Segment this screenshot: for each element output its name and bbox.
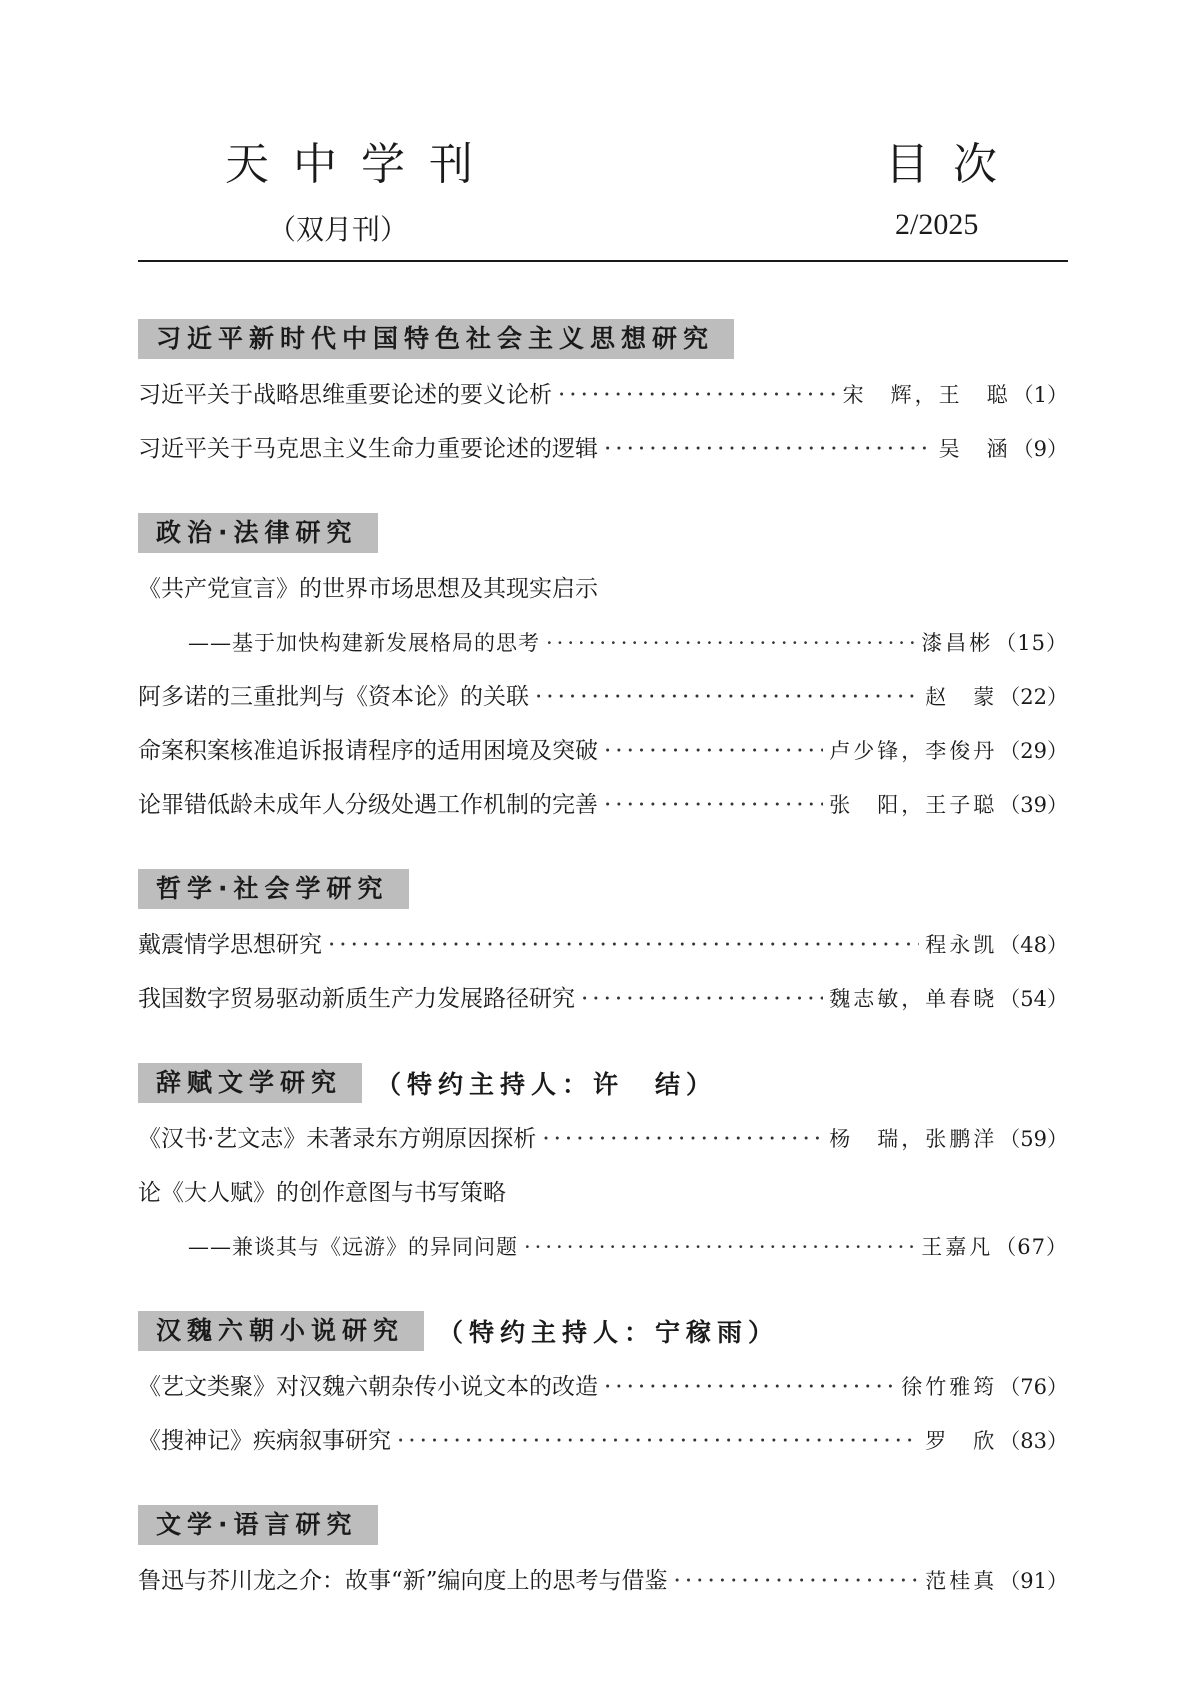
entry-title: 《艺文类聚》对汉魏六朝杂传小说文本的改造 — [138, 1374, 598, 1400]
toc-entry[interactable] — [138, 1112, 1068, 1166]
entry-author: 范桂真 — [925, 1569, 998, 1593]
toc-entry[interactable] — [138, 1220, 1068, 1274]
toc-entry[interactable] — [138, 1554, 1068, 1608]
entry-page: （54） — [999, 987, 1068, 1011]
dot-leader — [674, 1554, 920, 1608]
entry-title: 《共产党宣言》的世界市场思想及其现实启示 — [138, 576, 598, 602]
entry-page: （76） — [999, 1375, 1068, 1399]
section-heading — [138, 1062, 1068, 1104]
section-label: 哲学·社会学研究 — [138, 869, 409, 909]
header-divider — [138, 260, 1068, 262]
toc-section — [138, 512, 1068, 832]
entry-page: （9） — [1012, 437, 1068, 461]
toc-entry[interactable] — [138, 972, 1068, 1026]
section-heading — [138, 512, 1068, 554]
section-host: （特约主持人：许 结） — [376, 1070, 718, 1099]
toc-entry[interactable] — [138, 368, 1068, 422]
section-label: 辞赋文学研究 — [138, 1063, 362, 1103]
entry-author: 程永凯 — [925, 933, 998, 957]
page-header — [0, 0, 1199, 265]
section-label: 政治·法律研究 — [138, 513, 378, 553]
entry-title: 阿多诺的三重批判与《资本论》的关联 — [138, 684, 529, 710]
journal-title: 天中学刊 — [225, 139, 497, 190]
toc-section — [138, 1504, 1068, 1608]
section-heading — [138, 1310, 1068, 1352]
dot-leader — [542, 1112, 823, 1166]
entry-page: （29） — [999, 739, 1068, 763]
toc-title: 目次 — [885, 139, 1021, 190]
dot-leader — [546, 616, 915, 670]
entry-title: 习近平关于战略思维重要论述的要义论析 — [138, 382, 552, 408]
toc-entry[interactable] — [138, 1360, 1068, 1414]
toc-entry[interactable] — [138, 422, 1068, 476]
entry-title: 鲁迅与芥川龙之介：故事“新”编向度上的思考与借鉴 — [138, 1568, 668, 1594]
entry-author: 罗 欣 — [925, 1429, 998, 1453]
toc-entry[interactable] — [138, 724, 1068, 778]
toc-entry[interactable] — [138, 778, 1068, 832]
section-heading — [138, 868, 1068, 910]
dot-leader — [581, 972, 823, 1026]
entry-page: （59） — [999, 1127, 1068, 1151]
entry-page: （91） — [999, 1569, 1068, 1593]
dot-leader — [535, 670, 919, 724]
entry-page: （39） — [999, 793, 1068, 817]
entry-page: （22） — [999, 685, 1068, 709]
dot-leader — [524, 1220, 915, 1274]
toc-entry[interactable] — [138, 670, 1068, 724]
dot-leader — [397, 1414, 919, 1468]
toc-section — [138, 1062, 1068, 1274]
table-of-contents — [138, 318, 1068, 1644]
section-label: 汉魏六朝小说研究 — [138, 1311, 424, 1351]
entry-page: （15） — [995, 631, 1068, 655]
entry-page: （67） — [995, 1235, 1068, 1259]
section-label: 文学·语言研究 — [138, 1505, 378, 1545]
entry-author: 赵 蒙 — [925, 685, 998, 709]
entry-subtitle: ——基于加快构建新发展格局的思考 — [188, 631, 540, 655]
toc-entry[interactable] — [138, 616, 1068, 670]
entry-page: （1） — [1012, 383, 1068, 407]
entry-author: 张 阳，王子聪 — [829, 793, 998, 817]
issue-number: 2/2025 — [895, 208, 979, 241]
entry-title: 习近平关于马克思主义生命力重要论述的逻辑 — [138, 436, 598, 462]
entry-title: 论罪错低龄未成年人分级处遇工作机制的完善 — [138, 792, 598, 818]
entry-title: 命案积案核准追诉报请程序的适用困境及突破 — [138, 738, 598, 764]
entry-subtitle: ——兼谈其与《远游》的异同问题 — [188, 1235, 518, 1259]
toc-section — [138, 318, 1068, 476]
section-host: （特约主持人：宁稼雨） — [438, 1318, 780, 1347]
toc-entry-title-line[interactable] — [138, 1166, 1068, 1220]
section-heading — [138, 1504, 1068, 1546]
toc-entry-title-line[interactable] — [138, 562, 1068, 616]
entry-title: 戴震情学思想研究 — [138, 932, 322, 958]
entry-author: 宋 辉，王 聪 — [842, 383, 1011, 407]
toc-entry[interactable] — [138, 918, 1068, 972]
section-heading — [138, 318, 1068, 360]
dot-leader — [604, 724, 823, 778]
entry-author: 吴 涵 — [938, 437, 1011, 461]
entry-title: 《搜神记》疾病叙事研究 — [138, 1428, 391, 1454]
entry-title: 我国数字贸易驱动新质生产力发展路径研究 — [138, 986, 575, 1012]
dot-leader — [604, 1360, 895, 1414]
entry-author: 王嘉凡 — [921, 1235, 994, 1259]
entry-author: 魏志敏，单春晓 — [829, 987, 998, 1011]
entry-page: （48） — [999, 933, 1068, 957]
entry-author: 卢少锋，李俊丹 — [829, 739, 998, 763]
entry-author: 徐竹雅筠 — [901, 1375, 998, 1399]
section-label: 习近平新时代中国特色社会主义思想研究 — [138, 319, 734, 359]
dot-leader — [604, 422, 933, 476]
journal-frequency: （双月刊） — [268, 213, 409, 246]
dot-leader — [604, 778, 823, 832]
toc-section — [138, 1310, 1068, 1468]
entry-author: 漆昌彬 — [921, 631, 994, 655]
entry-page: （83） — [999, 1429, 1068, 1453]
dot-leader — [558, 368, 837, 422]
toc-entry[interactable] — [138, 1414, 1068, 1468]
entry-title: 《汉书·艺文志》未著录东方朔原因探析 — [138, 1126, 537, 1152]
entry-title: 论《大人赋》的创作意图与书写策略 — [138, 1180, 506, 1206]
entry-author: 杨 瑞，张鹏洋 — [829, 1127, 998, 1151]
dot-leader — [328, 918, 919, 972]
toc-section — [138, 868, 1068, 1026]
